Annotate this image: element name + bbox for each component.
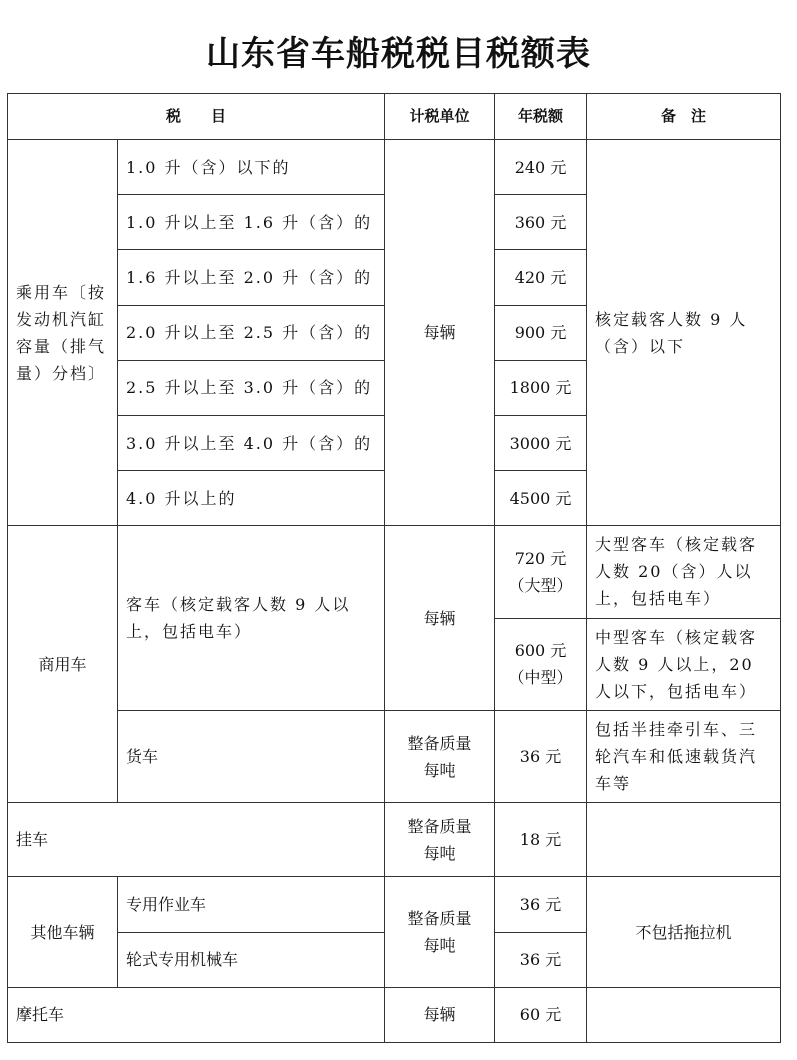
spec-cell: 3.0 升以上至 4.0 升（含）的 bbox=[118, 416, 385, 471]
header-amount: 年税额 bbox=[495, 94, 587, 140]
passenger-car-unit: 每辆 bbox=[385, 140, 495, 526]
spec-cell: 1.6 升以上至 2.0 升（含）的 bbox=[118, 250, 385, 305]
other-unit-line1: 整备质量 bbox=[407, 909, 472, 929]
amount-cell: 360 元 bbox=[495, 195, 587, 250]
bus-large-note: 大型客车（核定载客人数 20（含）人以上，包括电车） bbox=[587, 526, 781, 618]
spec-cell: 4.0 升以上的 bbox=[118, 471, 385, 526]
motorcycle-unit: 每辆 bbox=[385, 987, 495, 1042]
bus-medium-note: 中型客车（核定载客人数 9 人以上，20 人以下，包括电车） bbox=[587, 618, 781, 710]
bus-unit: 每辆 bbox=[385, 526, 495, 711]
bus-large-tag: （大型） bbox=[508, 575, 573, 595]
motorcycle-amount: 60 元 bbox=[495, 987, 587, 1042]
bus-medium-amount-cell bbox=[495, 618, 587, 710]
amount-cell: 420 元 bbox=[495, 250, 587, 305]
other-note: 不包括拖拉机 bbox=[587, 877, 781, 987]
tax-table bbox=[7, 93, 781, 1043]
trailer-amount: 18 元 bbox=[495, 803, 587, 877]
table-row bbox=[8, 710, 781, 802]
passenger-car-category: 乘用车〔按发动机汽缸容量（排气量）分档〕 bbox=[8, 140, 118, 526]
bus-medium-tag: （中型） bbox=[508, 668, 573, 688]
spec-cell: 轮式专用机械车 bbox=[118, 932, 385, 987]
spec-cell: 2.0 升以上至 2.5 升（含）的 bbox=[118, 305, 385, 360]
truck-unit-line2: 每吨 bbox=[423, 760, 456, 780]
spec-cell: 1.0 升以上至 1.6 升（含）的 bbox=[118, 195, 385, 250]
table-row bbox=[8, 877, 781, 932]
header-unit: 计税单位 bbox=[385, 94, 495, 140]
trailer-category: 挂车 bbox=[8, 803, 385, 877]
other-unit-line2: 每吨 bbox=[423, 936, 456, 956]
amount-cell: 240 元 bbox=[495, 140, 587, 195]
other-category: 其他车辆 bbox=[8, 877, 118, 987]
motorcycle-note bbox=[587, 987, 781, 1042]
bus-spec: 客车（核定载客人数 9 人以上，包括电车） bbox=[118, 526, 385, 711]
trailer-note bbox=[587, 803, 781, 877]
table-row bbox=[8, 803, 781, 877]
motorcycle-category: 摩托车 bbox=[8, 987, 385, 1042]
truck-amount: 36 元 bbox=[495, 710, 587, 802]
trailer-unit-line2: 每吨 bbox=[423, 843, 456, 863]
amount-cell: 4500 元 bbox=[495, 471, 587, 526]
bus-medium-amount: 600 元 bbox=[514, 641, 567, 661]
bus-large-amount-cell bbox=[495, 526, 587, 618]
bus-large-amount: 720 元 bbox=[514, 548, 567, 568]
spec-cell: 1.0 升（含）以下的 bbox=[118, 140, 385, 195]
passenger-car-note: 核定载客人数 9 人（含）以下 bbox=[587, 140, 781, 526]
trailer-unit-line1: 整备质量 bbox=[407, 816, 472, 836]
amount-cell: 36 元 bbox=[495, 932, 587, 987]
table-header-row bbox=[8, 94, 781, 140]
truck-unit-line1: 整备质量 bbox=[407, 733, 472, 753]
amount-cell: 1800 元 bbox=[495, 360, 587, 415]
table-row bbox=[8, 140, 781, 195]
truck-unit-cell bbox=[385, 710, 495, 802]
truck-note: 包括半挂牵引车、三轮汽车和低速载货汽车等 bbox=[587, 710, 781, 802]
amount-cell: 900 元 bbox=[495, 305, 587, 360]
table-row bbox=[8, 987, 781, 1042]
other-unit-cell bbox=[385, 877, 495, 987]
spec-cell: 2.5 升以上至 3.0 升（含）的 bbox=[118, 360, 385, 415]
page-title: 山东省车船税税目税额表 bbox=[206, 34, 591, 74]
table-row bbox=[8, 526, 781, 618]
truck-spec: 货车 bbox=[118, 710, 385, 802]
amount-cell: 36 元 bbox=[495, 877, 587, 932]
header-note: 备 注 bbox=[587, 94, 781, 140]
commercial-category: 商用车 bbox=[8, 526, 118, 803]
amount-cell: 3000 元 bbox=[495, 416, 587, 471]
header-item: 税 目 bbox=[8, 94, 385, 140]
spec-cell: 专用作业车 bbox=[118, 877, 385, 932]
trailer-unit-cell bbox=[385, 803, 495, 877]
